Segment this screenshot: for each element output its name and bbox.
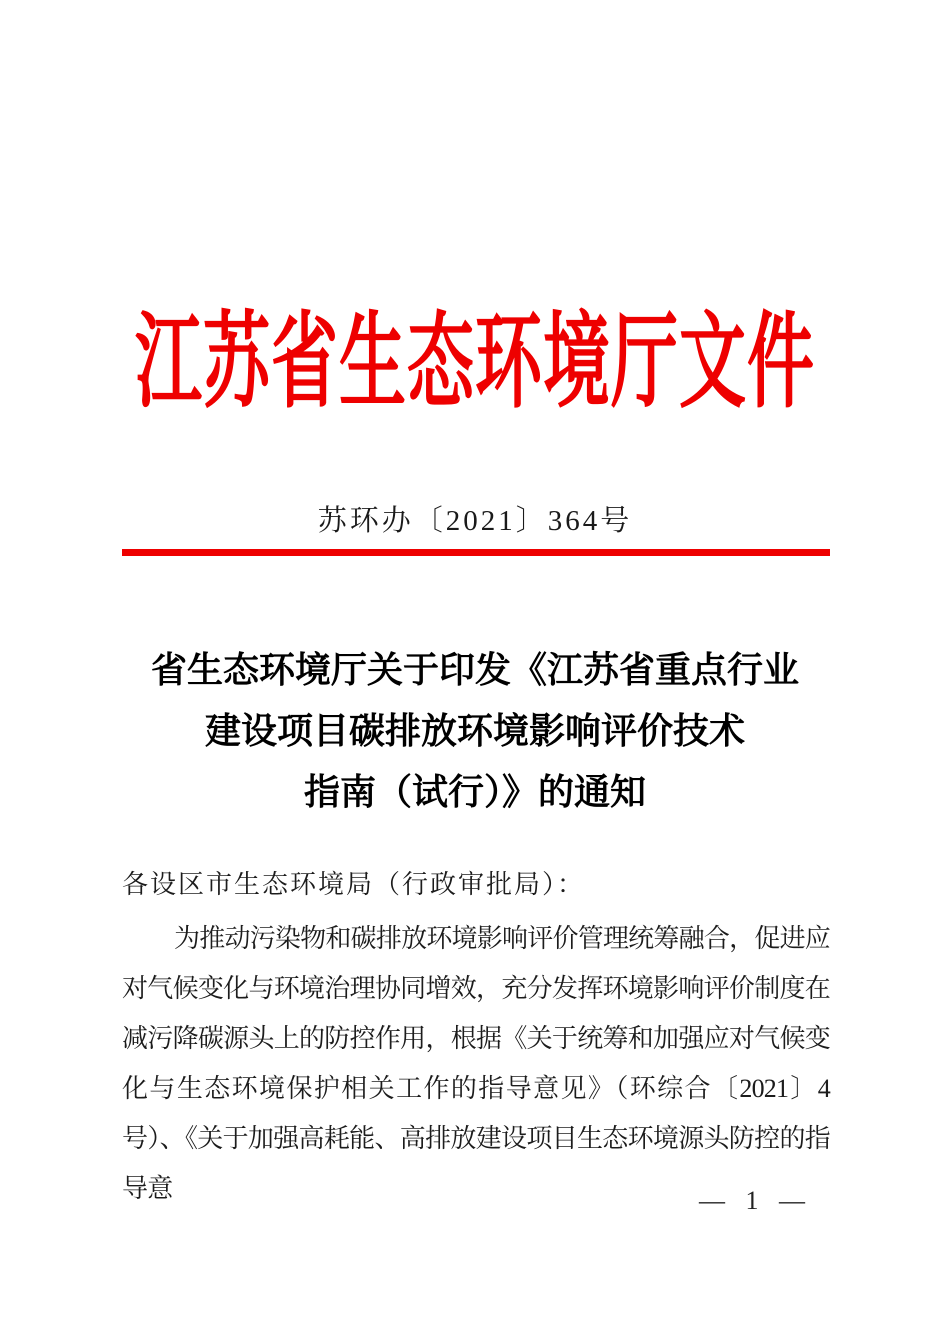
red-divider-rule xyxy=(122,549,830,556)
document-reference-number: 苏环办〔2021〕364号 xyxy=(317,505,633,537)
document-title-line-3: 指南（试行）》的通知 xyxy=(303,772,646,812)
document-title-line-1: 省生态环境厅关于印发《江苏省重点行业 xyxy=(150,650,799,690)
document-title-line-2: 建设项目碳排放环境影响评价技术 xyxy=(204,711,745,751)
document-body xyxy=(122,860,830,1214)
body-paragraph: 为推动污染物和碳排放环境影响评价管理统筹融合，促进应对气候变化与环境治理协同增效，充分发挥环境影响评价制度在减污降碳源头上的防控作用，根据《关于统筹和加强应对气候变化与生态环境保护相关工作的指导意见》（环综合〔2021〕4号）、《关于加强高耗能、高排放建设项目生态环境源头防控的指导意 xyxy=(122,924,830,1203)
document-title xyxy=(75,640,875,823)
page-number: — 1 — xyxy=(699,1186,805,1215)
salutation-line: 各设区市生态环境局（行政审批局）： xyxy=(122,870,586,899)
letterhead-title: 江苏省生态环境厅文件 xyxy=(135,305,815,421)
